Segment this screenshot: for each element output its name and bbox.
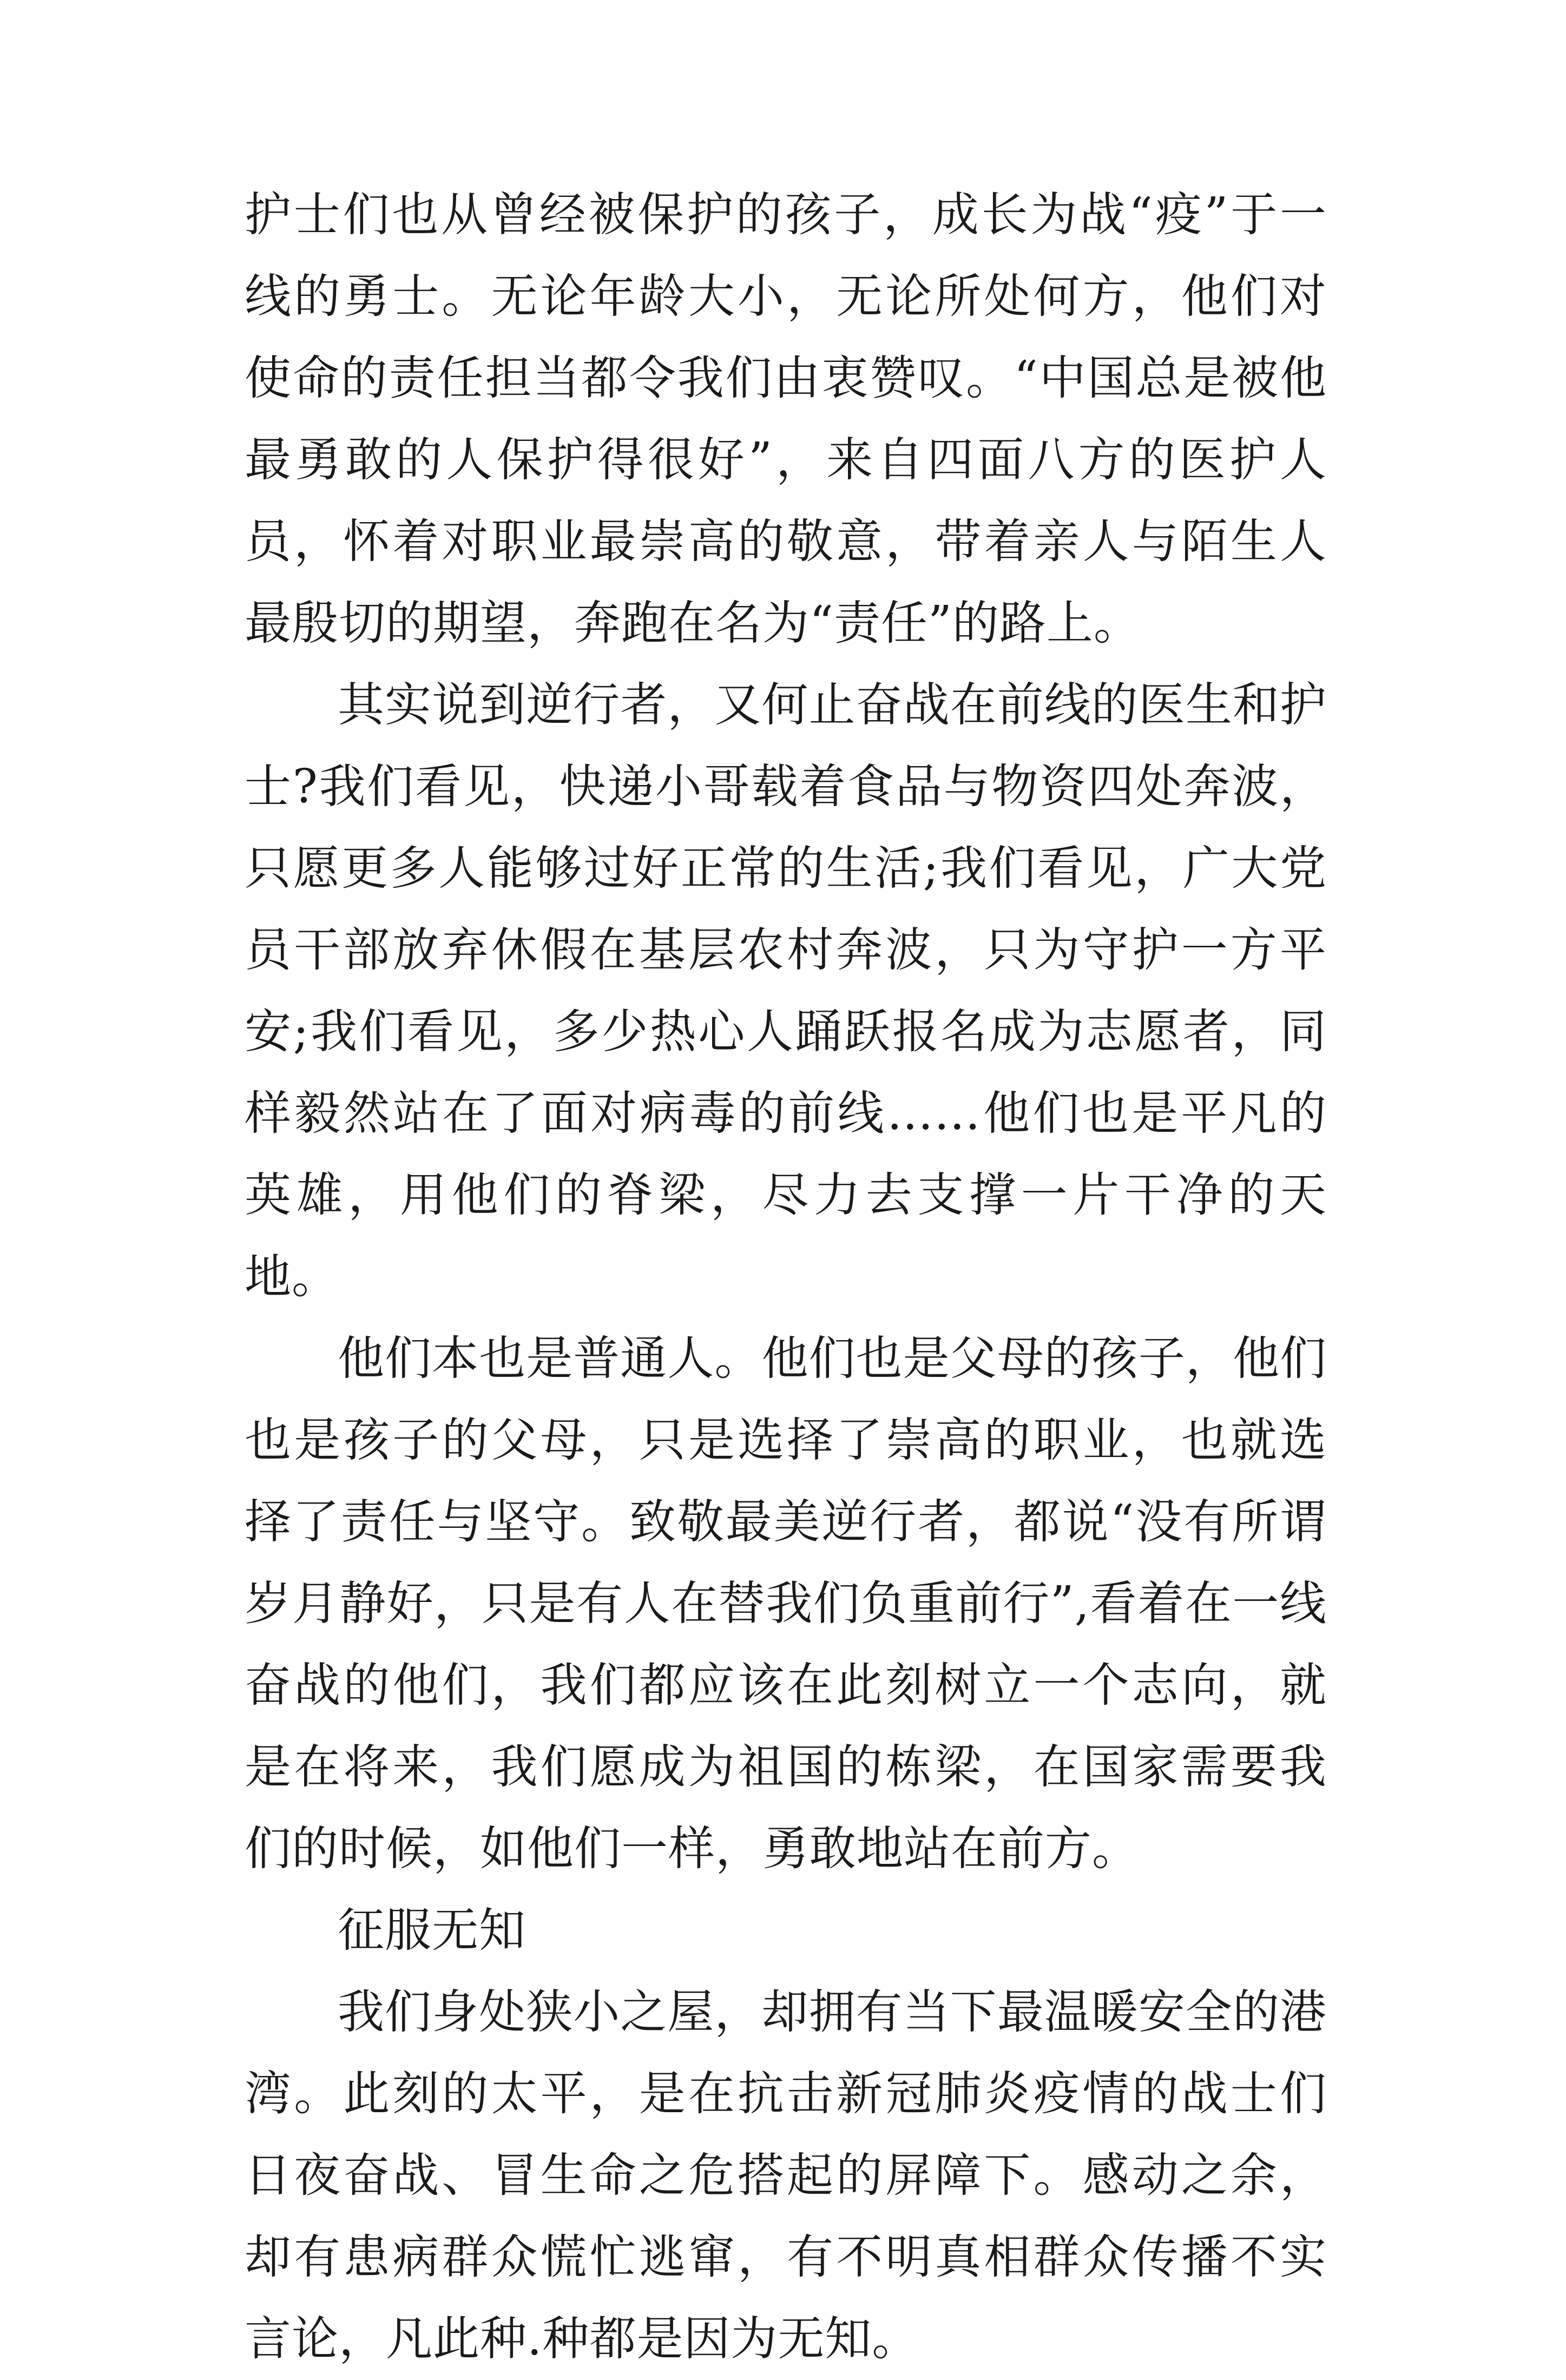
paragraph-4: 我们身处狭小之屋，却拥有当下最温暖安全的港湾。此刻的太平，是在抗击新冠肺炎疫情的战士们日夜奋战、冒生命之危搭起的屏障下。感动之余，却有患病群众慌忙逃窜，有不明真相群众传播不实言论，凡此种.种都是因为无知。 [245,1985,1327,2366]
document-body [245,174,1327,2380]
section-heading: 征服无知 [338,1903,526,1957]
paragraph-1: 护士们也从曾经被保护的孩子，成长为战“疫”于一线的勇士。无论年龄大小，无论所处何方，他们对使命的责任担当都令我们由衷赞叹。“中国总是被他最勇敢的人保护得很好”，来自四面八方的医护人员，怀着对职业最崇高的敬意，带着亲人与陌生人最殷切的期望，奔跑在名为“责任”的路上。 [245,188,1327,650]
paragraph-2: 其实说到逆行者，又何止奋战在前线的医生和护士?我们看见，快递小哥载着食品与物资四处奔波，只愿更多人能够过好正常的生活;我们看见，广大党员干部放弃休假在基层农村奔波，只为守护一方平安;我们看见，多少热心人踊跃报名成为志愿者，同样毅然站在了面对病毒的前线……他们也是平凡的英雄，用他们的脊梁，尽力去支撑一片干净的天地。 [245,678,1327,1304]
paragraph-3: 他们本也是普通人。他们也是父母的孩子，他们也是孩子的父母，只是选择了崇高的职业，也就选择了责任与坚守。致敬最美逆行者，都说“没有所谓岁月静好，只是有人在替我们负重前行”,看着在一线奋战的他们，我们都应该在此刻树立一个志向，就是在将来，我们愿成为祖国的栋梁，在国家需要我们的时候，如他们一样，勇敢地站在前方。 [245,1331,1327,1876]
